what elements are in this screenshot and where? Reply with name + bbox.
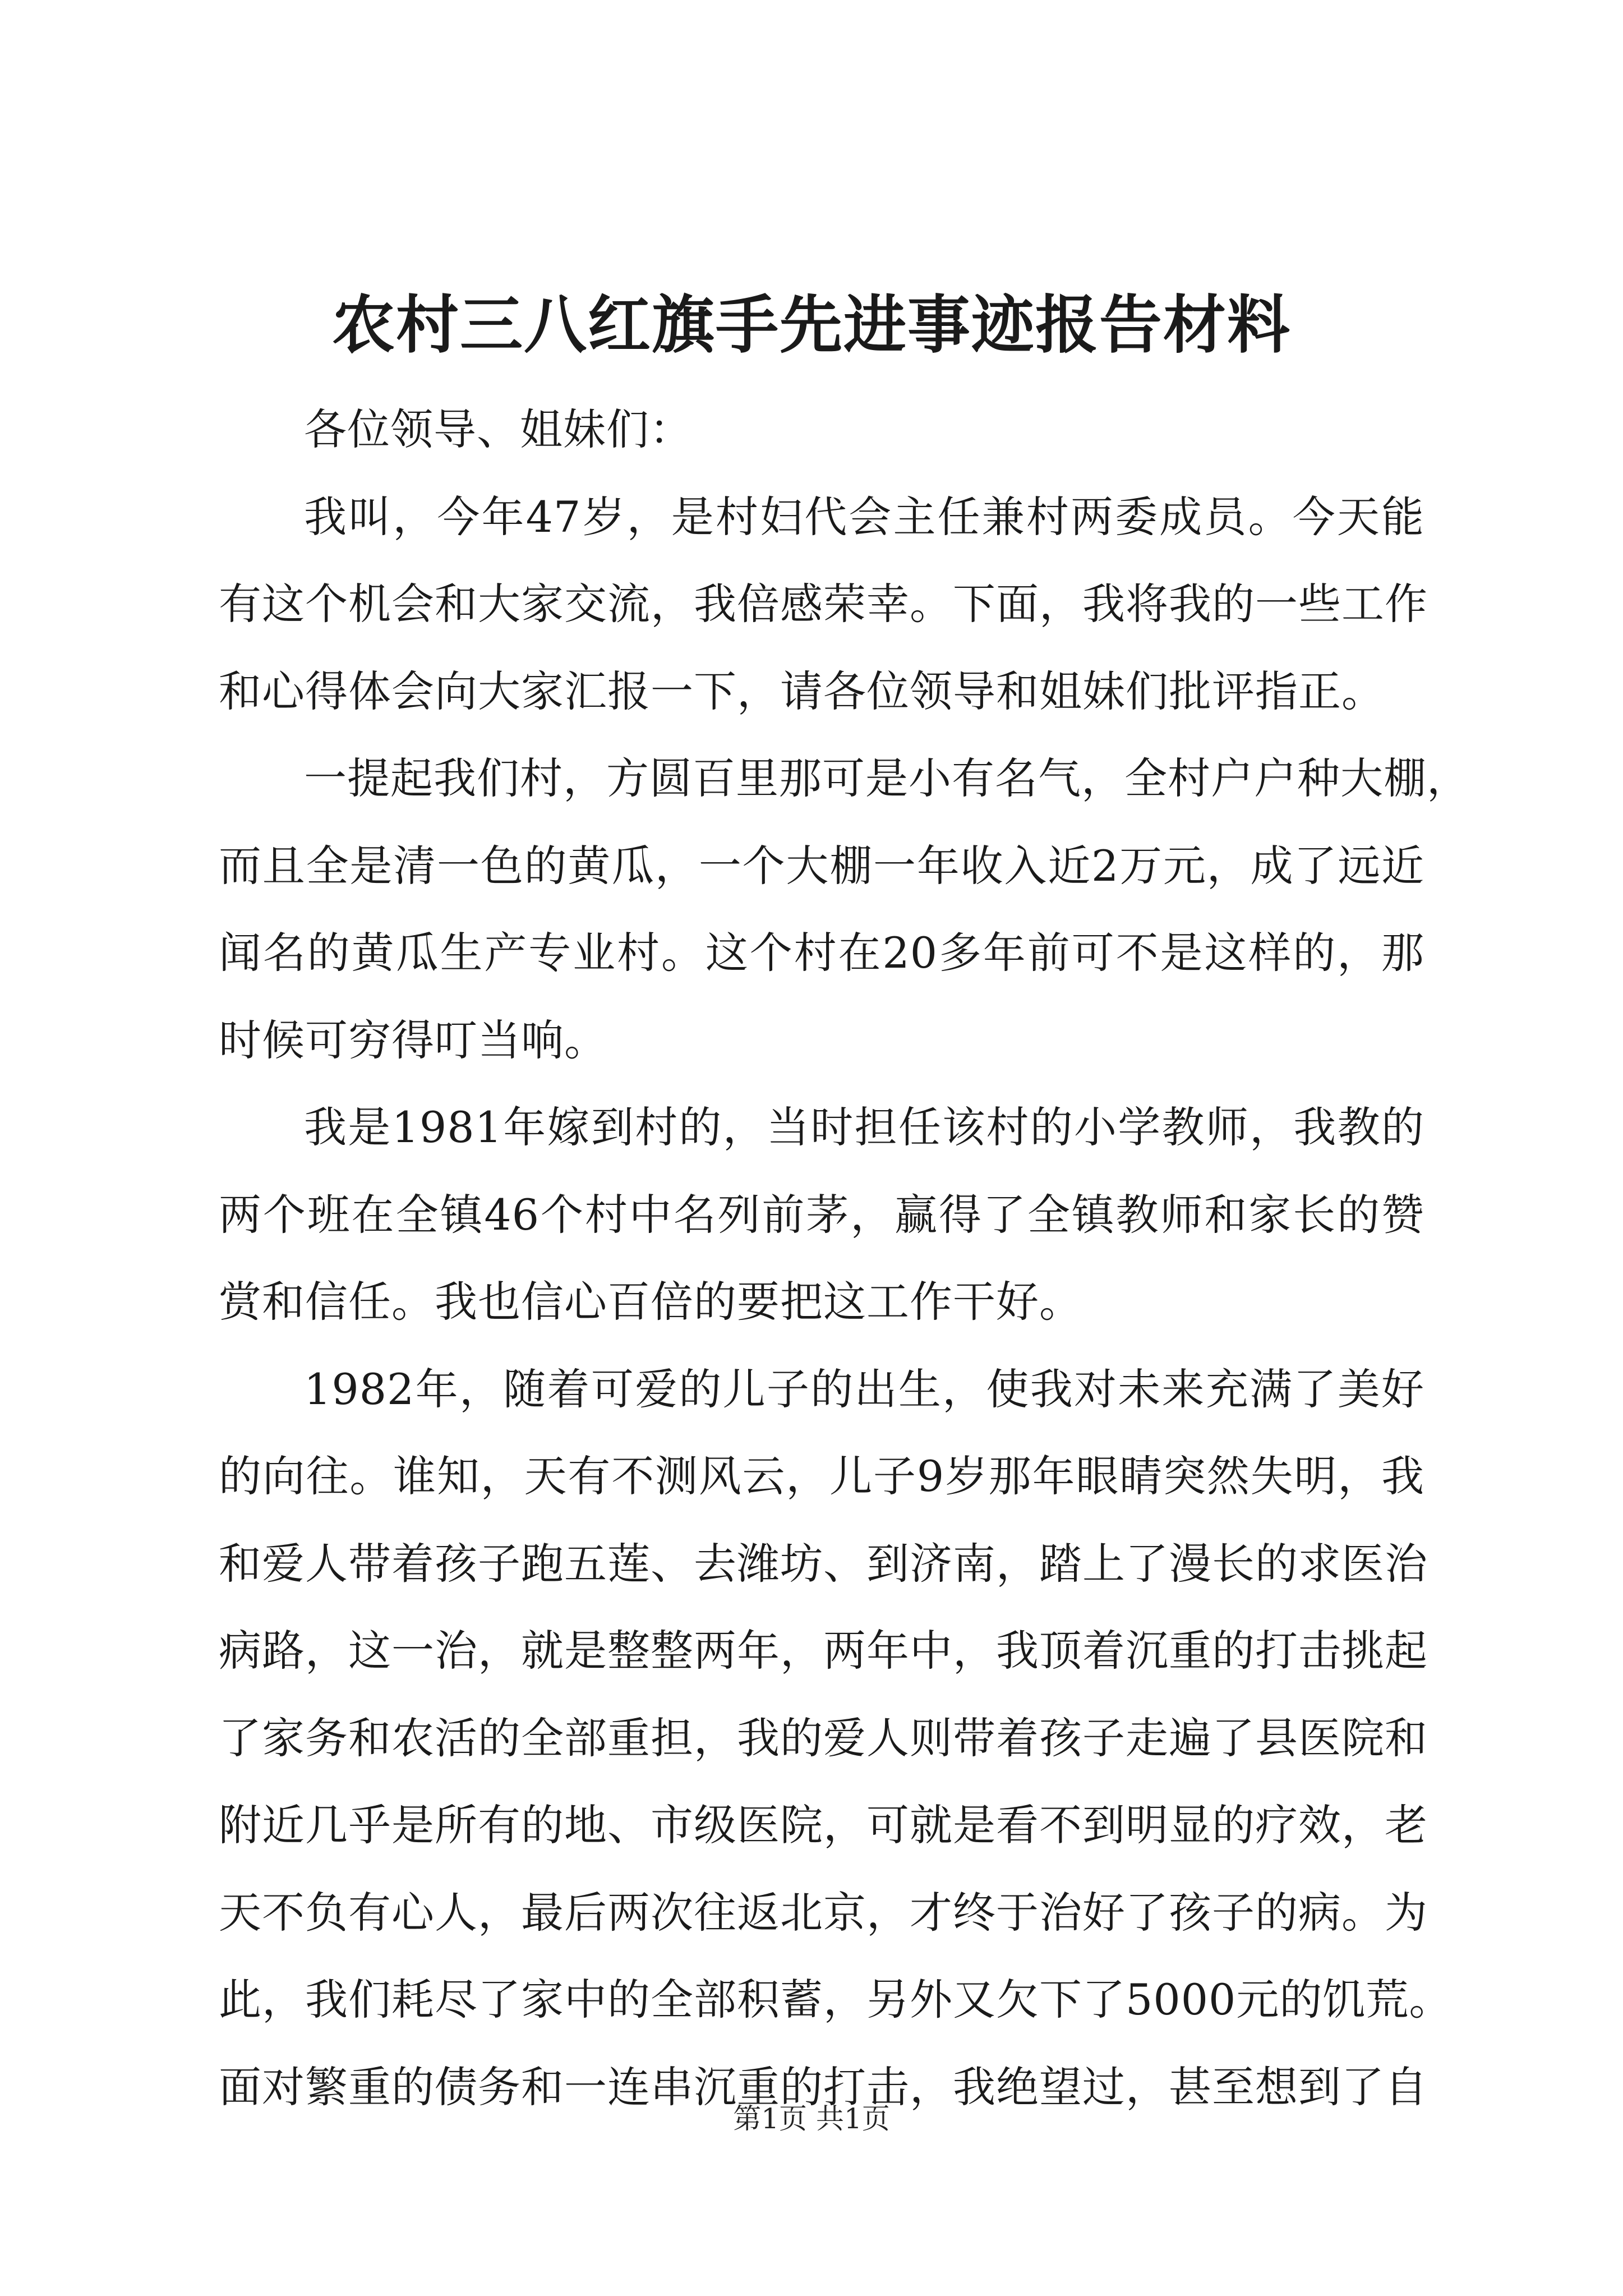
body-line: 此，我们耗尽了家中的全部积蓄，另外又欠下了5000元的饥荒。 bbox=[219, 1975, 1453, 2024]
document-body bbox=[219, 386, 1470, 2131]
body-line: 天不负有心人，最后两次往返北京，才终于治好了孩子的病。为 bbox=[219, 1887, 1428, 1938]
body-line: 了家务和农活的全部重担，我的爱人则带着孩子走遍了县医院和 bbox=[219, 1713, 1428, 1763]
body-line: 病路，这一治，就是整整两年，两年中，我顶着沉重的打击挑起 bbox=[219, 1626, 1428, 1676]
body-line: 1982年，随着可爱的儿子的出生，使我对未来充满了美好 bbox=[304, 1364, 1424, 1414]
body-line: 一提起我们村，方圆百里那可是小有名气，全村户户种大棚， bbox=[304, 753, 1470, 803]
body-line: 和心得体会向大家汇报一下，请各位领导和姐妹们批评指正。 bbox=[219, 666, 1385, 716]
salutation-line: 各位领导、姐妹们： bbox=[304, 404, 693, 454]
body-line: 两个班在全镇46个村中名列前茅，赢得了全镇教师和家长的赞 bbox=[219, 1189, 1424, 1240]
body-line: 时候可穷得叮当响。 bbox=[219, 1015, 607, 1065]
body-line: 而且全是清一色的黄瓜，一个大棚一年收入近2万元，成了远近 bbox=[219, 840, 1424, 891]
body-line: 和爱人带着孩子跑五莲、去潍坊、到济南，踏上了漫长的求医治 bbox=[219, 1538, 1428, 1589]
body-line: 我是1981年嫁到村的，当时担任该村的小学教师，我教的 bbox=[304, 1102, 1424, 1152]
body-line: 有这个机会和大家交流，我倍感荣幸。下面，我将我的一些工作 bbox=[219, 579, 1428, 629]
body-line: 的向往。谁知，天有不测风云，儿子9岁那年眼睛突然失明，我 bbox=[219, 1451, 1424, 1501]
document-title: 农村三八红旗手先进事迹报告材料 bbox=[332, 288, 1291, 362]
page-footer: 第1页 共1页 bbox=[733, 2102, 890, 2135]
body-line: 附近几乎是所有的地、市级医院，可就是看不到明显的疗效，老 bbox=[219, 1800, 1428, 1850]
body-line: 我叫，今年47岁，是村妇代会主任兼村两委成员。今天能 bbox=[304, 491, 1424, 542]
body-line: 面对繁重的债务和一连串沉重的打击，我绝望过，甚至想到了自 bbox=[219, 2062, 1428, 2112]
body-line: 闻名的黄瓜生产专业村。这个村在20多年前可不是这样的，那 bbox=[219, 928, 1424, 978]
body-line: 赏和信任。我也信心百倍的要把这工作干好。 bbox=[219, 1277, 1082, 1327]
